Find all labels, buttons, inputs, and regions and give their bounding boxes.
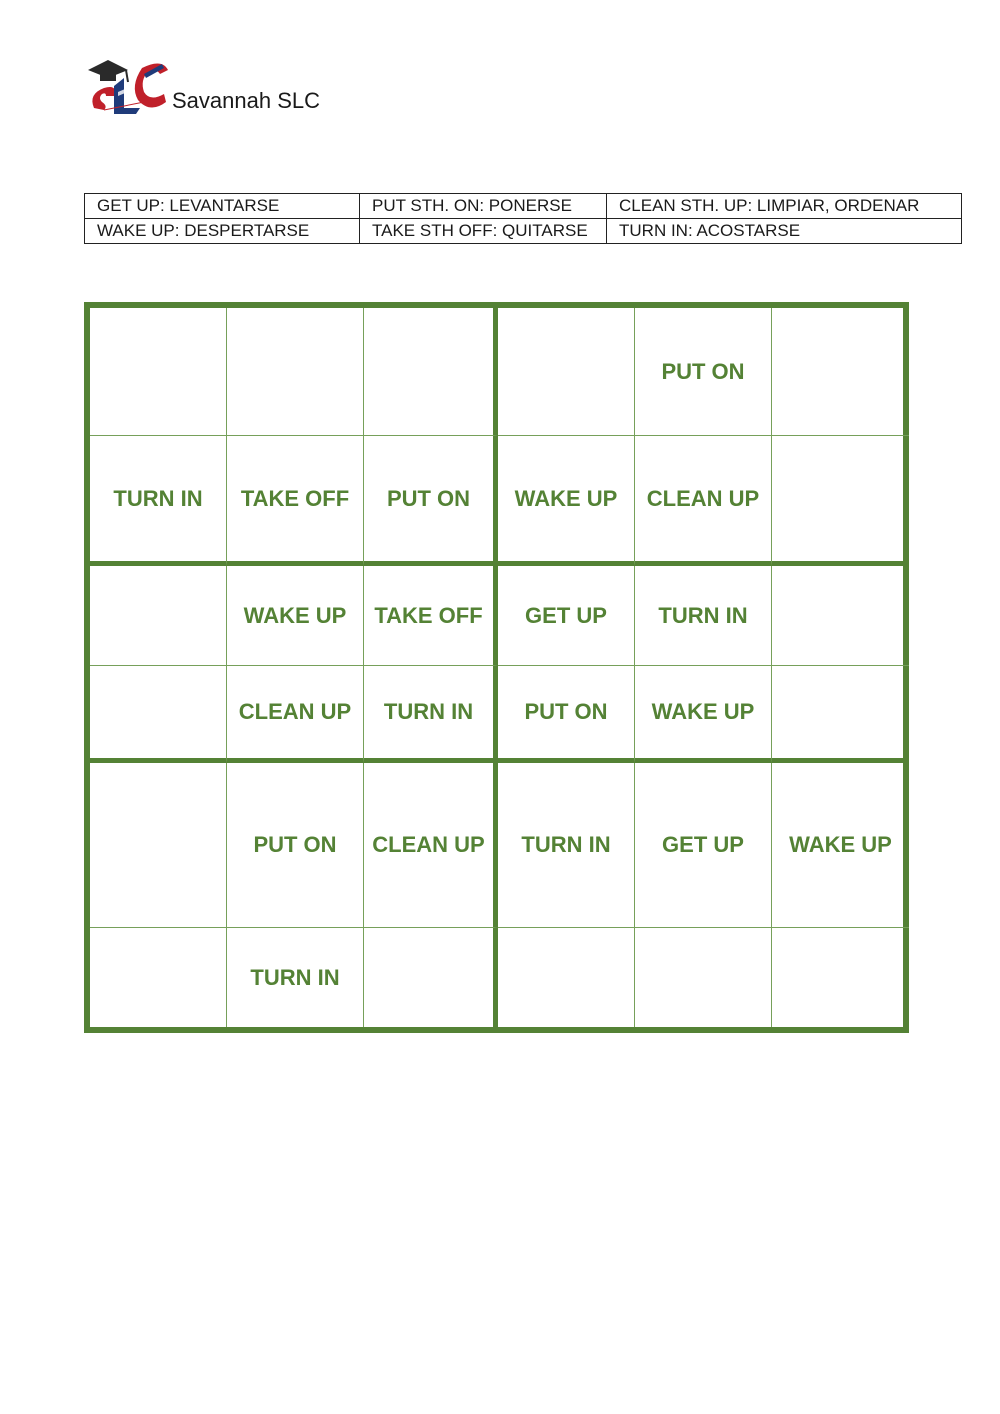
grid-cell[interactable]: WAKE UP [498, 436, 635, 566]
grid-cell[interactable] [90, 928, 227, 1027]
grid-cell[interactable] [364, 308, 498, 436]
glossary-entry: PUT STH. ON: PONERSE [360, 194, 607, 219]
grid-cell[interactable]: TAKE OFF [364, 566, 498, 666]
glossary-entry: WAKE UP: DESPERTARSE [85, 219, 360, 244]
grid-cell[interactable] [772, 308, 909, 436]
grid-cell[interactable]: GET UP [498, 566, 635, 666]
grid-cell[interactable] [498, 308, 635, 436]
grid-cell[interactable] [90, 308, 227, 436]
savannah-slc-logo [84, 48, 172, 114]
grid-cell[interactable]: TURN IN [227, 928, 364, 1027]
grid-cell[interactable]: PUT ON [498, 666, 635, 763]
glossary-row [85, 194, 962, 219]
grid-cell[interactable] [772, 566, 909, 666]
brand-name: Savannah SLC [172, 88, 320, 113]
grid-cell[interactable]: GET UP [635, 763, 772, 928]
grid-cell[interactable]: CLEAN UP [227, 666, 364, 763]
grid-cell[interactable]: WAKE UP [772, 763, 909, 928]
grid-cell[interactable]: TAKE OFF [227, 436, 364, 566]
grid-cell[interactable]: TURN IN [90, 436, 227, 566]
phrasal-verb-glossary [84, 193, 962, 244]
grid-cell[interactable]: WAKE UP [227, 566, 364, 666]
grid-cell[interactable] [227, 308, 364, 436]
grid-cell[interactable] [90, 763, 227, 928]
glossary-entry: TAKE STH OFF: QUITARSE [360, 219, 607, 244]
grid-cell[interactable]: PUT ON [364, 436, 498, 566]
grid-cell[interactable]: CLEAN UP [635, 436, 772, 566]
glossary-entry: CLEAN STH. UP: LIMPIAR, ORDENAR [607, 194, 962, 219]
grid-cell[interactable]: TURN IN [364, 666, 498, 763]
grid-cell[interactable] [90, 666, 227, 763]
grid-cell[interactable] [772, 436, 909, 566]
grid-cell[interactable] [90, 566, 227, 666]
sudoku-grid [84, 302, 909, 1033]
grid-cell[interactable]: CLEAN UP [364, 763, 498, 928]
grid-cell[interactable]: TURN IN [498, 763, 635, 928]
glossary-row [85, 219, 962, 244]
grid-cell[interactable]: PUT ON [227, 763, 364, 928]
grid-cell[interactable] [635, 928, 772, 1027]
grid-cell[interactable]: TURN IN [635, 566, 772, 666]
glossary-entry: GET UP: LEVANTARSE [85, 194, 360, 219]
grid-cell[interactable]: WAKE UP [635, 666, 772, 763]
grid-cell[interactable] [364, 928, 498, 1027]
grid-cell[interactable]: PUT ON [635, 308, 772, 436]
grid-cell[interactable] [498, 928, 635, 1027]
glossary-entry: TURN IN: ACOSTARSE [607, 219, 962, 244]
grid-cell[interactable] [772, 666, 909, 763]
grid-cell[interactable] [772, 928, 909, 1027]
